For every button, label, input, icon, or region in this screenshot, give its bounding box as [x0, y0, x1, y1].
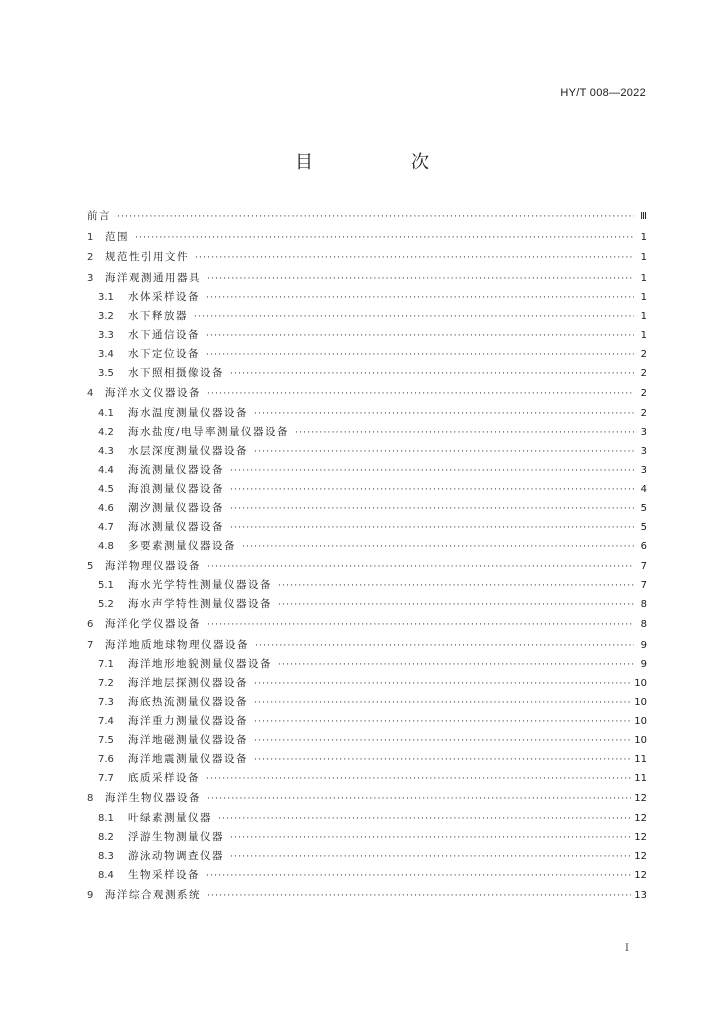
standard-code: HY/T 008—2022: [560, 87, 646, 99]
dot-leader: [207, 557, 634, 578]
dot-leader: [206, 770, 631, 789]
toc-entry-label: 水下通信设备: [128, 329, 200, 341]
dot-leader: [207, 269, 634, 290]
toc-entry-number: 4.6: [98, 502, 114, 514]
dot-leader: [230, 365, 634, 384]
toc-entry-page: 12: [634, 869, 647, 881]
toc-entry-page: 9: [640, 659, 647, 670]
toc-entry-label: 海洋重力测量仪器设备: [128, 715, 248, 727]
toc-entry[interactable]: [87, 828, 647, 847]
dot-leader: [254, 443, 634, 462]
dot-leader: [194, 308, 634, 327]
dot-leader: [207, 384, 634, 405]
toc-entry-number: 4.3: [98, 445, 114, 457]
toc-entry-page: 2: [640, 388, 647, 399]
dot-leader: [230, 462, 634, 481]
toc-entry[interactable]: [87, 268, 647, 289]
toc-entry-label: 潮汐测量仪器设备: [128, 501, 224, 514]
toc-entry-number: 5: [87, 560, 94, 572]
toc-entry[interactable]: [87, 247, 647, 268]
toc-entry-label: 海洋物理仪器设备: [105, 559, 201, 572]
dot-leader: [135, 228, 634, 249]
dot-leader: [117, 207, 634, 228]
toc-entry-page: 12: [634, 831, 647, 843]
page-title: 目 次: [295, 152, 469, 173]
toc-entry[interactable]: [87, 809, 647, 828]
dot-leader: [230, 829, 631, 848]
dot-leader: [254, 675, 631, 694]
toc-entry-page: 1: [640, 252, 647, 263]
toc-entry-label: 海洋综合观测系统: [105, 888, 201, 901]
toc-entry-page: 7: [640, 580, 647, 591]
toc-entry[interactable]: [87, 288, 647, 307]
table-of-contents: [87, 206, 647, 905]
dot-leader: [254, 713, 631, 732]
toc-entry[interactable]: [87, 442, 647, 461]
toc-entry-number: 3.1: [98, 292, 114, 303]
toc-entry-page: 12: [634, 793, 647, 804]
toc-entry-label: 海浪测量仪器设备: [128, 482, 224, 495]
toc-entry-label: 海洋化学仪器设备: [105, 618, 201, 630]
toc-entry-page: 10: [634, 716, 647, 727]
toc-entry-page: 2: [640, 368, 647, 379]
toc-entry[interactable]: [87, 499, 647, 518]
toc-entry-page: 5: [640, 502, 647, 514]
page-folio: I: [625, 943, 629, 954]
toc-entry-page: 1: [640, 292, 647, 303]
toc-entry-number: 8: [87, 793, 94, 804]
toc-entry-number: 7: [87, 639, 94, 651]
toc-entry-label: 海洋地震测量仪器设备: [128, 753, 248, 765]
toc-entry-number: 4.2: [98, 426, 114, 438]
toc-entry-page: 11: [634, 754, 647, 765]
toc-entry-page: 7: [640, 560, 647, 572]
dot-leader: [230, 848, 631, 867]
toc-entry-page: 13: [634, 889, 647, 901]
dot-leader: [278, 577, 634, 596]
toc-entry[interactable]: [87, 769, 647, 788]
toc-entry-page: 10: [634, 678, 647, 689]
toc-entry[interactable]: [87, 364, 647, 383]
toc-entry-label: 海水声学特性测量仪器设备: [128, 598, 272, 610]
toc-entry-label: 浮游生物测量仪器: [128, 830, 224, 843]
toc-entry[interactable]: [87, 576, 647, 595]
toc-entry-number: 8.2: [98, 831, 114, 843]
toc-entry-page: 12: [634, 812, 647, 824]
dot-leader: [278, 596, 634, 615]
toc-entry-number: 7.5: [98, 735, 114, 746]
toc-entry[interactable]: [87, 307, 647, 326]
dot-leader: [206, 327, 634, 346]
toc-entry-page: 1: [640, 231, 647, 243]
toc-entry[interactable]: [87, 788, 647, 809]
toc-entry-number: 3.3: [98, 330, 114, 341]
dot-leader: [295, 424, 634, 443]
toc-entry-page: 10: [634, 735, 647, 746]
toc-entry-number: 7.3: [98, 697, 114, 708]
toc-entry-page: 4: [640, 483, 647, 495]
toc-entry-number: 4: [87, 388, 94, 399]
toc-entry-number: 2: [87, 252, 94, 263]
toc-entry-number: 4.5: [98, 483, 114, 495]
dot-leader: [254, 694, 631, 713]
dot-leader: [255, 636, 634, 657]
toc-entry[interactable]: [87, 712, 647, 731]
toc-entry-label: 海冰测量仪器设备: [128, 520, 224, 533]
toc-entry-page: 9: [640, 639, 647, 651]
toc-entry-label: 水下照相摄像设备: [128, 367, 224, 379]
toc-entry-number: 4.7: [98, 521, 114, 533]
dot-leader: [206, 346, 634, 365]
toc-entry-label: 海洋地形地貌测量仪器设备: [128, 658, 272, 670]
toc-entry-label: 多要素测量仪器设备: [128, 539, 236, 552]
toc-entry-number: 4.8: [98, 540, 114, 552]
toc-entry-label: 水体采样设备: [128, 291, 200, 303]
toc-entry-page: 10: [634, 697, 647, 708]
dot-leader: [207, 789, 631, 810]
toc-entry-label: 范围: [105, 230, 129, 243]
toc-entry-page: 8: [640, 619, 647, 630]
toc-entry-page: 12: [634, 850, 647, 862]
dot-leader: [254, 751, 631, 770]
toc-entry[interactable]: [87, 674, 647, 693]
toc-entry[interactable]: [87, 885, 647, 906]
toc-entry-label: 海水光学特性测量仪器设备: [128, 579, 272, 591]
toc-entry[interactable]: [87, 693, 647, 712]
toc-entry-label: 水下定位设备: [128, 348, 200, 360]
toc-entry-label: 游泳动物调查仪器: [128, 849, 224, 862]
toc-entry[interactable]: [87, 866, 647, 885]
toc-entry-label: 海水盐度/电导率测量仪器设备: [128, 425, 290, 438]
toc-entry[interactable]: [87, 461, 647, 480]
dot-leader: [207, 615, 634, 636]
toc-entry-label: 海洋水文仪器设备: [105, 387, 201, 399]
toc-entry[interactable]: [87, 326, 647, 345]
toc-entry-number: 5.2: [98, 599, 114, 610]
toc-entry-number: 7.2: [98, 678, 114, 689]
toc-entry-number: 8.4: [98, 869, 114, 881]
toc-entry[interactable]: [87, 537, 647, 556]
toc-entry-label: 海洋观测通用器具: [105, 271, 201, 284]
toc-entry-label: 海流测量仪器设备: [128, 463, 224, 476]
dot-leader: [206, 289, 634, 308]
dot-leader: [230, 500, 634, 519]
toc-entry-page: 11: [634, 773, 647, 784]
toc-entry-page: 1: [640, 272, 647, 284]
dot-leader: [207, 886, 631, 907]
toc-entry-label: 叶绿素测量仪器: [128, 811, 212, 824]
toc-entry[interactable]: [87, 206, 647, 227]
dot-leader: [218, 810, 631, 829]
toc-entry[interactable]: [87, 423, 647, 442]
toc-entry-number: 8.3: [98, 850, 114, 862]
toc-entry-label: 水下释放器: [128, 310, 188, 322]
toc-entry-number: 7.4: [98, 716, 114, 727]
toc-entry-label: 海底热流测量仪器设备: [128, 696, 248, 708]
toc-entry-page: 8: [640, 599, 647, 610]
toc-entry[interactable]: [87, 595, 647, 614]
toc-entry[interactable]: [87, 227, 647, 248]
toc-entry-number: 4.4: [98, 464, 114, 476]
toc-entry-number: 3.5: [98, 368, 114, 379]
dot-leader: [230, 481, 634, 500]
toc-entry-page: 2: [640, 407, 647, 419]
dot-leader: [195, 248, 634, 269]
toc-entry[interactable]: [87, 750, 647, 769]
toc-entry-label: 规范性引用文件: [105, 251, 189, 263]
toc-entry-page: 6: [640, 540, 647, 552]
toc-entry[interactable]: [87, 655, 647, 674]
toc-entry-page: 3: [640, 426, 647, 438]
toc-entry-label: 海水温度测量仪器设备: [128, 406, 248, 419]
dot-leader: [242, 538, 634, 557]
toc-entry-number: 9: [87, 889, 94, 901]
toc-entry-label: 底质采样设备: [128, 772, 200, 784]
toc-entry-page: Ⅲ: [640, 211, 647, 222]
toc-entry-number: 1: [87, 231, 94, 243]
toc-entry[interactable]: [87, 731, 647, 750]
toc-entry[interactable]: [87, 847, 647, 866]
toc-entry-number: 6: [87, 619, 94, 630]
dot-leader: [254, 405, 634, 424]
toc-entry-number: 8.1: [98, 812, 114, 824]
toc-entry-number: 5.1: [98, 580, 114, 591]
toc-entry[interactable]: [87, 345, 647, 364]
toc-entry-page: 2: [640, 349, 647, 360]
toc-entry-label: 海洋地层探测仪器设备: [128, 677, 248, 689]
toc-entry[interactable]: [87, 480, 647, 499]
toc-entry-label: 前言: [87, 210, 111, 222]
toc-entry-number: 7.6: [98, 754, 114, 765]
toc-entry-number: 3: [87, 272, 94, 284]
toc-entry-number: 4.1: [98, 407, 114, 419]
toc-entry[interactable]: [87, 383, 647, 404]
toc-entry-number: 3.4: [98, 349, 114, 360]
toc-entry[interactable]: [87, 404, 647, 423]
toc-entry-label: 水层深度测量仪器设备: [128, 444, 248, 457]
toc-entry-label: 海洋生物仪器设备: [105, 792, 201, 804]
toc-entry-label: 海洋地质地球物理仪器设备: [105, 638, 249, 651]
toc-entry-number: 7.7: [98, 773, 114, 784]
toc-entry-label: 海洋地磁测量仪器设备: [128, 734, 248, 746]
dot-leader: [206, 867, 631, 886]
toc-entry-page: 1: [640, 311, 647, 322]
toc-entry[interactable]: [87, 635, 647, 656]
toc-entry-page: 5: [640, 521, 647, 533]
toc-entry-page: 3: [640, 445, 647, 457]
dot-leader: [230, 519, 634, 538]
toc-entry[interactable]: [87, 556, 647, 577]
toc-entry-label: 生物采样设备: [128, 868, 200, 881]
toc-entry-number: 7.1: [98, 659, 114, 670]
toc-entry-page: 3: [640, 464, 647, 476]
toc-entry[interactable]: [87, 614, 647, 635]
toc-entry-number: 3.2: [98, 311, 114, 322]
toc-entry-page: 1: [640, 330, 647, 341]
dot-leader: [254, 732, 631, 751]
dot-leader: [278, 656, 634, 675]
toc-entry[interactable]: [87, 518, 647, 537]
